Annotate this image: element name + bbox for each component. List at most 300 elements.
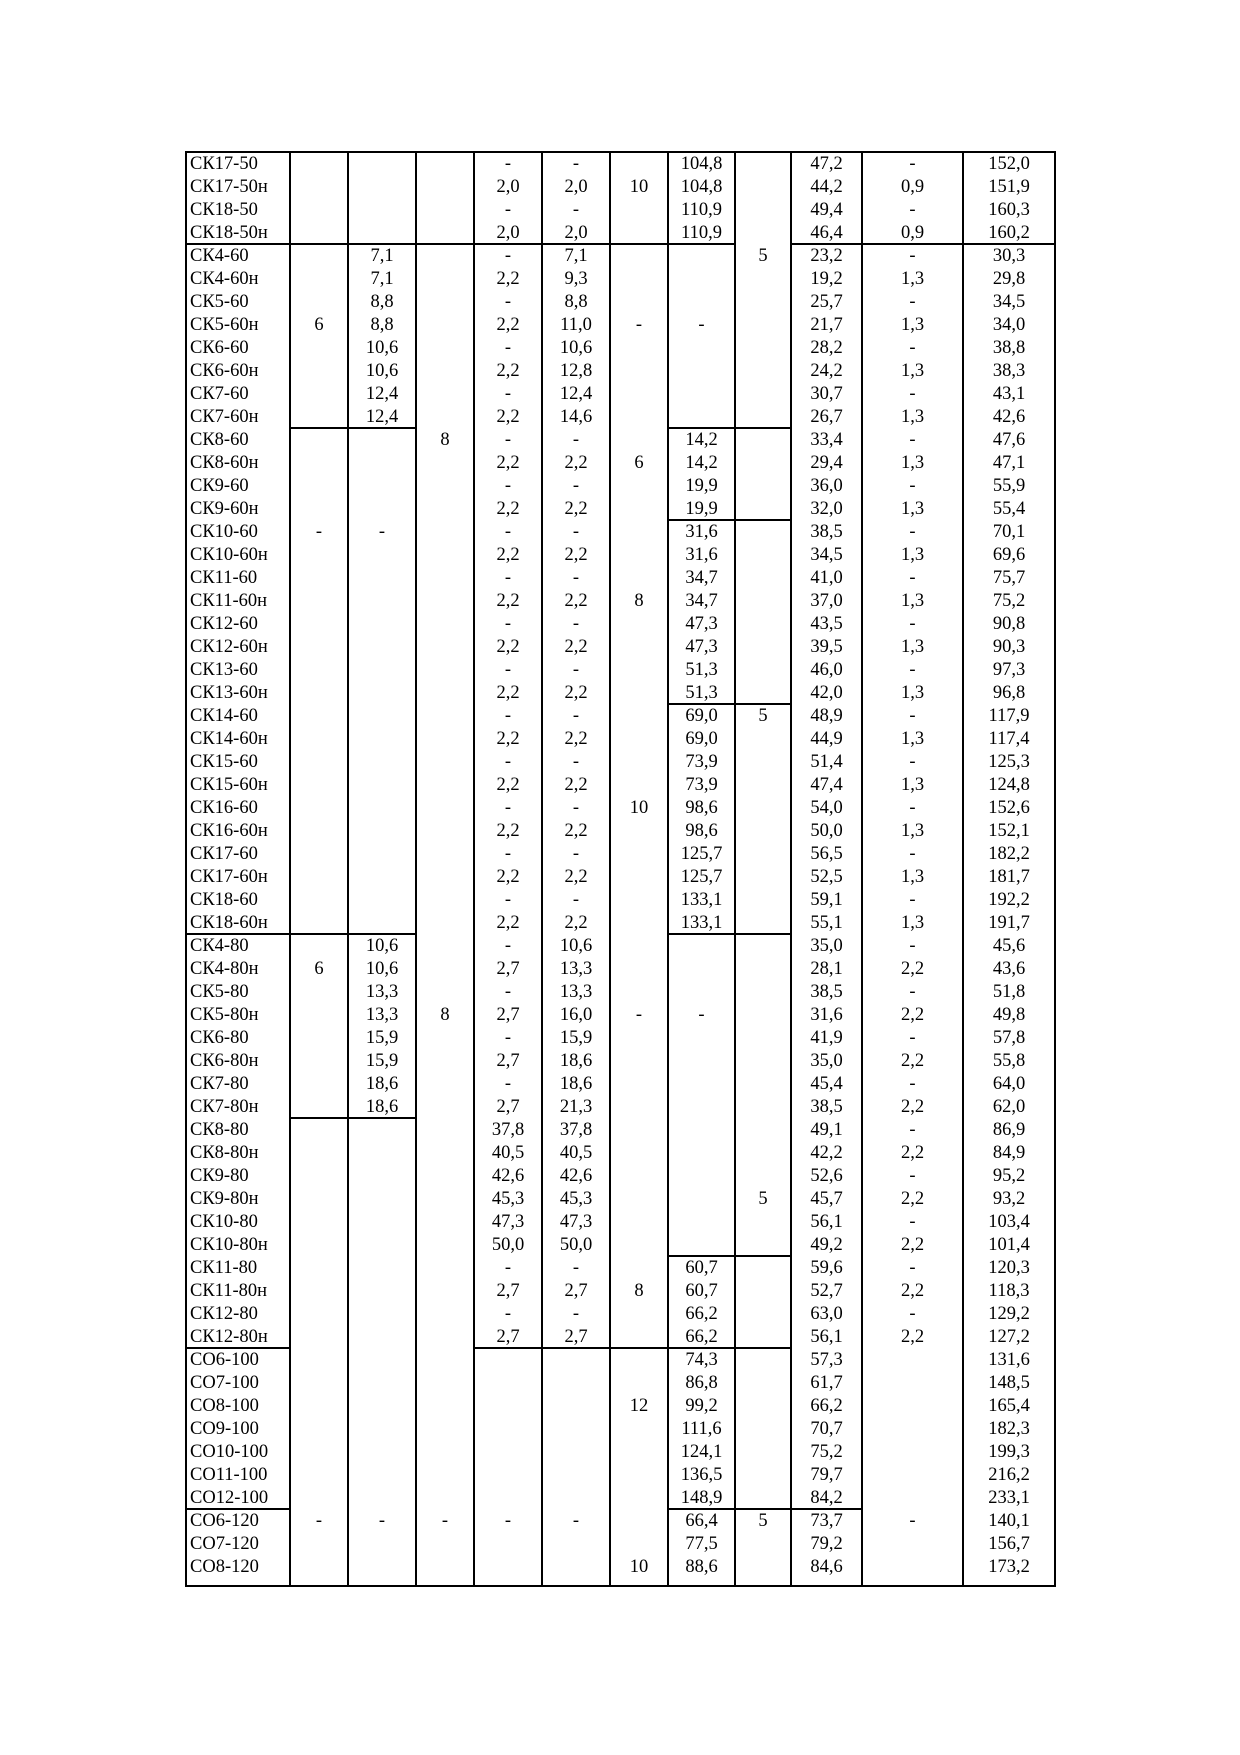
product-mark: СО12-100 xyxy=(190,1488,269,1508)
table-cell-c1 xyxy=(290,889,348,912)
table-cell-c11: 181,7 xyxy=(988,867,1030,887)
table-cell-c6 xyxy=(610,1487,668,1510)
table-cell-c11: 124,8 xyxy=(988,775,1030,795)
table-cell-c5: 2,2 xyxy=(564,453,588,473)
table-cell-c10: 1,3 xyxy=(900,591,925,611)
table-cell-c4: - xyxy=(504,798,512,818)
product-mark: СК18-60 xyxy=(190,890,258,910)
table-cell-c2 xyxy=(348,682,416,705)
table-cell-c7: 98,6 xyxy=(685,821,718,841)
table-cell-c8 xyxy=(735,1418,791,1441)
product-mark: СК10-60н xyxy=(190,545,268,565)
table-cell-c10 xyxy=(862,1556,963,1579)
table-cell-c5: - xyxy=(572,844,580,864)
table-cell-c5: 2,7 xyxy=(564,1281,588,1301)
table-cell-c2 xyxy=(348,659,416,682)
table-cell-c11: 55,4 xyxy=(992,499,1026,519)
product-mark: СК6-60 xyxy=(190,338,249,358)
table-cell-c9: 56,1 xyxy=(810,1212,843,1232)
table-cell-c6 xyxy=(610,1349,668,1372)
table-cell-c1 xyxy=(290,912,348,935)
table-cell-c9: 49,4 xyxy=(810,200,843,220)
table-cell-c8 xyxy=(735,843,791,866)
table-cell-c2 xyxy=(348,176,416,199)
table-cell-c6: - xyxy=(635,1005,643,1025)
table-cell-c7 xyxy=(668,1096,735,1119)
table-cell-c5: 45,3 xyxy=(559,1189,593,1209)
table-cell-c1 xyxy=(290,1073,348,1096)
product-mark: СО9-100 xyxy=(190,1419,259,1439)
product-mark: СО6-100 xyxy=(190,1350,259,1370)
table-cell-c8: 5 xyxy=(758,1511,768,1531)
table-cell-c7 xyxy=(668,1234,735,1257)
product-mark: СК7-60н xyxy=(190,407,259,427)
table-cell-c7: 110,9 xyxy=(681,223,722,243)
table-cell-c10: - xyxy=(909,890,916,910)
table-cell-c4: - xyxy=(504,154,512,174)
table-cell-c3 xyxy=(416,1050,474,1073)
table-cell-c8 xyxy=(735,636,791,659)
table-cell-c1 xyxy=(290,935,348,958)
table-cell-c10: - xyxy=(909,1074,916,1094)
table-cell-c1 xyxy=(290,406,348,429)
table-cell-c7: 125,7 xyxy=(680,867,723,887)
table-cell-c2 xyxy=(348,705,416,728)
table-cell-c3 xyxy=(416,682,474,705)
table-cell-c5: - xyxy=(572,752,580,772)
table-cell-c3 xyxy=(416,199,474,222)
table-cell-c4: 37,8 xyxy=(491,1120,525,1140)
product-mark: СК8-60н xyxy=(190,453,259,473)
table-cell-c8 xyxy=(735,1142,791,1165)
table-cell-c2 xyxy=(348,1280,416,1303)
product-mark: СК8-80н xyxy=(190,1143,259,1163)
table-cell-c1 xyxy=(290,337,348,360)
table-cell-c7: 86,8 xyxy=(685,1373,718,1393)
table-cell-c9: 73,7 xyxy=(810,1511,843,1531)
table-cell-c11: 216,2 xyxy=(988,1465,1030,1485)
product-mark: СК5-60 xyxy=(190,292,249,312)
table-cell-c4: - xyxy=(504,476,512,496)
product-mark: СО6-120 xyxy=(190,1511,259,1531)
product-mark: СК6-80 xyxy=(190,1028,249,1048)
table-cell-c7: 104,8 xyxy=(680,177,723,197)
table-cell-c9: 55,1 xyxy=(810,913,843,933)
table-cell-c2 xyxy=(348,774,416,797)
table-cell-c10 xyxy=(862,1533,963,1556)
table-cell-c6 xyxy=(610,1418,668,1441)
table-cell-c2 xyxy=(348,1303,416,1326)
table-cell-c2 xyxy=(348,751,416,774)
table-cell-c10: 2,2 xyxy=(900,1051,925,1071)
table-cell-c10: - xyxy=(909,1120,916,1140)
table-cell-c1 xyxy=(290,728,348,751)
table-cell-c3 xyxy=(416,153,474,176)
table-cell-c8 xyxy=(735,1004,791,1027)
table-cell-c6 xyxy=(610,1073,668,1096)
table-cell-c4 xyxy=(474,1372,542,1395)
table-cell-c2 xyxy=(348,1395,416,1418)
table-cell-c11: 125,3 xyxy=(988,752,1030,772)
table-cell-c10: 1,3 xyxy=(900,453,925,473)
table-cell-c11: 151,9 xyxy=(988,177,1030,197)
table-cell-c5: 12,4 xyxy=(559,384,593,404)
table-cell-c2 xyxy=(348,1533,416,1556)
product-mark: СК5-60н xyxy=(190,315,259,335)
table-cell-c2 xyxy=(348,429,416,452)
table-cell-c9: 84,2 xyxy=(810,1488,843,1508)
table-cell-c9: 43,5 xyxy=(810,614,843,634)
table-cell-c3 xyxy=(416,1257,474,1280)
table-cell-c9: 33,4 xyxy=(810,430,843,450)
table-cell-c3 xyxy=(416,1326,474,1349)
table-cell-c1 xyxy=(290,1257,348,1280)
table-cell-c9: 19,2 xyxy=(810,269,843,289)
product-mark: СК14-60н xyxy=(190,729,268,749)
table-cell-c8 xyxy=(735,337,791,360)
table-cell-c1 xyxy=(290,268,348,291)
table-cell-c4 xyxy=(474,1395,542,1418)
table-cell-c2 xyxy=(348,1464,416,1487)
table-cell-c10: - xyxy=(909,246,916,266)
table-cell-c4 xyxy=(474,1349,542,1372)
table-cell-c11: 96,8 xyxy=(992,683,1026,703)
table-cell-c4: 2,2 xyxy=(496,315,520,335)
table-cell-c9: 28,1 xyxy=(810,959,843,979)
product-mark: СК14-60 xyxy=(190,706,258,726)
table-cell-c1 xyxy=(290,636,348,659)
table-cell-c4: 50,0 xyxy=(491,1235,525,1255)
table-cell-c6 xyxy=(610,567,668,590)
table-cell-c3 xyxy=(416,889,474,912)
table-cell-c4: 2,2 xyxy=(496,729,520,749)
table-cell-c10: 1,3 xyxy=(900,637,925,657)
table-cell-c8 xyxy=(735,1050,791,1073)
table-cell-c9: 70,7 xyxy=(810,1419,843,1439)
table-cell-c6 xyxy=(610,843,668,866)
table-cell-c8 xyxy=(735,360,791,383)
table-cell-c5: 13,3 xyxy=(559,959,593,979)
table-cell-c1 xyxy=(290,682,348,705)
product-mark: СК4-60 xyxy=(190,246,249,266)
table-cell-c2 xyxy=(348,590,416,613)
table-cell-c7: 111,6 xyxy=(681,1419,722,1439)
table-cell-c10: - xyxy=(909,338,916,358)
table-cell-c3 xyxy=(416,176,474,199)
product-mark: СК8-80 xyxy=(190,1120,249,1140)
table-cell-c3 xyxy=(416,705,474,728)
table-cell-c4: 40,5 xyxy=(491,1143,525,1163)
table-cell-c1 xyxy=(290,567,348,590)
table-cell-c11: 49,8 xyxy=(992,1005,1026,1025)
table-cell-c9: 59,1 xyxy=(810,890,843,910)
table-cell-c8 xyxy=(735,958,791,981)
table-cell-c5: 18,6 xyxy=(559,1051,593,1071)
table-cell-c6 xyxy=(610,935,668,958)
table-cell-c5: 12,8 xyxy=(559,361,593,381)
table-cell-c7: 34,7 xyxy=(685,591,718,611)
table-cell-c9: 46,0 xyxy=(810,660,843,680)
table-cell-c2: - xyxy=(378,1511,386,1531)
table-cell-c7: 99,2 xyxy=(685,1396,718,1416)
table-cell-c10: 2,2 xyxy=(900,1143,925,1163)
table-cell-c1 xyxy=(290,751,348,774)
product-mark: СК13-60н xyxy=(190,683,268,703)
table-cell-c11: 152,6 xyxy=(988,798,1030,818)
table-cell-c8 xyxy=(735,1096,791,1119)
table-cell-c11: 148,5 xyxy=(988,1373,1030,1393)
table-cell-c10: 1,3 xyxy=(900,499,925,519)
table-cell-c9: 44,9 xyxy=(810,729,843,749)
table-cell-c3 xyxy=(416,1119,474,1142)
table-cell-c2 xyxy=(348,636,416,659)
table-cell-c5: - xyxy=(572,154,580,174)
product-mark: СК17-60н xyxy=(190,867,268,887)
product-mark: СК4-80 xyxy=(190,936,249,956)
table-cell-c5 xyxy=(542,1395,610,1418)
table-cell-c11: 62,0 xyxy=(992,1097,1026,1117)
table-cell-c8 xyxy=(735,981,791,1004)
table-cell-c2 xyxy=(348,1119,416,1142)
table-cell-c6 xyxy=(610,429,668,452)
table-cell-c2 xyxy=(348,1372,416,1395)
table-cell-c5: 40,5 xyxy=(559,1143,593,1163)
table-cell-c6 xyxy=(610,659,668,682)
table-cell-c9: 63,0 xyxy=(810,1304,843,1324)
table-cell-c8 xyxy=(735,1165,791,1188)
table-cell-c7 xyxy=(668,1119,735,1142)
table-cell-c4: - xyxy=(504,430,512,450)
table-cell-c2: 10,6 xyxy=(365,361,399,381)
table-cell-c8 xyxy=(735,1257,791,1280)
table-cell-c10 xyxy=(862,1441,963,1464)
table-cell-c11: 43,6 xyxy=(992,959,1026,979)
table-cell-c9: 45,7 xyxy=(810,1189,843,1209)
table-cell-c10: 1,3 xyxy=(900,683,925,703)
table-cell-c3 xyxy=(416,866,474,889)
table-cell-c7: 136,5 xyxy=(680,1465,723,1485)
table-cell-c2 xyxy=(348,1234,416,1257)
table-cell-c9: 37,0 xyxy=(810,591,843,611)
table-cell-c2 xyxy=(348,843,416,866)
table-cell-c9: 39,5 xyxy=(810,637,843,657)
table-cell-c3 xyxy=(416,1027,474,1050)
table-cell-c2 xyxy=(348,222,416,245)
product-mark: СК11-80 xyxy=(190,1258,258,1278)
table-cell-c10 xyxy=(862,1418,963,1441)
table-cell-c6: 10 xyxy=(629,177,649,197)
table-cell-c6: 6 xyxy=(634,453,644,473)
table-cell-c3: 8 xyxy=(440,430,450,450)
table-cell-c4 xyxy=(474,1464,542,1487)
table-cell-c5: 21,3 xyxy=(559,1097,593,1117)
table-cell-c8: 5 xyxy=(758,246,768,266)
table-cell-c9: 52,5 xyxy=(810,867,843,887)
table-cell-c11: 75,2 xyxy=(992,591,1026,611)
table-cell-c3 xyxy=(416,1487,474,1510)
table-cell-c11: 160,2 xyxy=(988,223,1030,243)
table-cell-c2 xyxy=(348,613,416,636)
table-cell-c9: 50,0 xyxy=(810,821,843,841)
table-cell-c1 xyxy=(290,1004,348,1027)
table-cell-c4: - xyxy=(504,1028,512,1048)
table-cell-c5: - xyxy=(572,706,580,726)
table-cell-c7: 77,5 xyxy=(685,1534,718,1554)
table-cell-c7: 19,9 xyxy=(685,499,718,519)
table-cell-c6 xyxy=(610,1441,668,1464)
table-cell-c8 xyxy=(735,1234,791,1257)
table-cell-c8 xyxy=(735,153,791,176)
table-cell-c3 xyxy=(416,728,474,751)
table-cell-c8 xyxy=(735,682,791,705)
table-cell-c11: 156,7 xyxy=(988,1534,1030,1554)
table-cell-c11: 51,8 xyxy=(992,982,1026,1002)
table-cell-c9: 44,2 xyxy=(810,177,843,197)
table-cell-c1 xyxy=(290,176,348,199)
table-cell-c1 xyxy=(290,1050,348,1073)
table-cell-c9: 23,2 xyxy=(810,246,843,266)
table-cell-c7 xyxy=(668,981,735,1004)
table-cell-c11: 43,1 xyxy=(992,384,1026,404)
table-cell-c2 xyxy=(348,452,416,475)
table-cell-c4: 2,2 xyxy=(496,637,520,657)
table-cell-c7 xyxy=(668,406,735,429)
table-cell-c11: 103,4 xyxy=(988,1212,1030,1232)
table-cell-c8 xyxy=(735,1556,791,1579)
table-cell-c3 xyxy=(416,590,474,613)
table-cell-c2 xyxy=(348,1487,416,1510)
table-cell-c10: 1,3 xyxy=(900,729,925,749)
table-cell-c8: 5 xyxy=(758,706,768,726)
table-cell-c11: 34,5 xyxy=(992,292,1026,312)
table-cell-c9: 75,2 xyxy=(810,1442,843,1462)
table-rule xyxy=(185,1585,1056,1587)
table-cell-c4: - xyxy=(504,568,512,588)
table-cell-c4: 2,7 xyxy=(496,1051,520,1071)
table-cell-c8 xyxy=(735,1073,791,1096)
table-cell-c11: 30,3 xyxy=(992,246,1026,266)
table-cell-c1 xyxy=(290,199,348,222)
table-cell-c11: 42,6 xyxy=(992,407,1026,427)
table-cell-c1 xyxy=(290,498,348,521)
product-mark: СК12-80 xyxy=(190,1304,258,1324)
table-cell-c11: 182,2 xyxy=(988,844,1030,864)
table-cell-c6 xyxy=(610,912,668,935)
table-cell-c7: 104,8 xyxy=(680,154,723,174)
table-cell-c7: 19,9 xyxy=(685,476,718,496)
table-cell-c7: 98,6 xyxy=(685,798,718,818)
table-cell-c9: 46,4 xyxy=(810,223,843,243)
table-cell-c6 xyxy=(610,1050,668,1073)
table-cell-c6 xyxy=(610,153,668,176)
table-cell-c10: - xyxy=(909,1166,916,1186)
table-cell-c6 xyxy=(610,1257,668,1280)
table-cell-c8 xyxy=(735,1326,791,1349)
table-cell-c3 xyxy=(416,958,474,981)
table-cell-c10: - xyxy=(909,154,916,174)
table-cell-c5: 2,2 xyxy=(564,729,588,749)
table-cell-c8 xyxy=(735,268,791,291)
table-cell-c10: 1,3 xyxy=(900,361,925,381)
table-cell-c1 xyxy=(290,222,348,245)
table-cell-c7: 60,7 xyxy=(685,1258,718,1278)
table-cell-c1 xyxy=(290,1303,348,1326)
table-cell-c6 xyxy=(610,820,668,843)
table-cell-c4: - xyxy=(504,522,512,542)
table-cell-c7: 66,2 xyxy=(685,1327,718,1347)
table-cell-c9: 35,0 xyxy=(810,1051,843,1071)
table-cell-c10: - xyxy=(909,706,916,726)
product-mark: СО11-100 xyxy=(190,1465,268,1485)
table-cell-c10: 2,2 xyxy=(900,1281,925,1301)
table-cell-c5: 9,3 xyxy=(564,269,588,289)
table-cell-c3 xyxy=(416,636,474,659)
table-cell-c11: 117,4 xyxy=(988,729,1030,749)
table-cell-c11: 118,3 xyxy=(988,1281,1030,1301)
table-cell-c5: 15,9 xyxy=(559,1028,593,1048)
table-cell-c10: 1,3 xyxy=(900,913,925,933)
table-cell-c5 xyxy=(542,1418,610,1441)
table-cell-c8 xyxy=(735,1027,791,1050)
table-cell-c8 xyxy=(735,521,791,544)
table-cell-c2: 18,6 xyxy=(365,1074,399,1094)
table-cell-c1: 6 xyxy=(314,959,324,979)
table-cell-c4: - xyxy=(504,752,512,772)
table-cell-c7: 66,4 xyxy=(685,1511,718,1531)
table-cell-c9: 36,0 xyxy=(810,476,843,496)
table-cell-c8 xyxy=(735,176,791,199)
table-cell-c2: 10,6 xyxy=(365,936,399,956)
table-cell-c2 xyxy=(348,1556,416,1579)
table-cell-c8 xyxy=(735,1211,791,1234)
table-cell-c8 xyxy=(735,659,791,682)
table-cell-c3 xyxy=(416,1464,474,1487)
table-cell-c11: 38,8 xyxy=(992,338,1026,358)
table-cell-c11: 93,2 xyxy=(992,1189,1026,1209)
table-cell-c2 xyxy=(348,475,416,498)
table-cell-c4: 47,3 xyxy=(491,1212,525,1232)
table-cell-c8 xyxy=(735,774,791,797)
table-cell-c1 xyxy=(290,820,348,843)
table-cell-c6: 10 xyxy=(629,798,649,818)
table-cell-c1 xyxy=(290,1142,348,1165)
table-cell-c4: - xyxy=(504,292,512,312)
table-cell-c1 xyxy=(290,1464,348,1487)
table-cell-c11: 127,2 xyxy=(988,1327,1030,1347)
table-cell-c5: 2,2 xyxy=(564,867,588,887)
table-cell-c2: 15,9 xyxy=(365,1051,399,1071)
table-cell-c1 xyxy=(290,774,348,797)
table-cell-c1 xyxy=(290,1556,348,1579)
table-cell-c9: 56,1 xyxy=(810,1327,843,1347)
table-cell-c7: 73,9 xyxy=(685,752,718,772)
table-cell-c6: 8 xyxy=(634,591,644,611)
table-cell-c3 xyxy=(416,406,474,429)
table-cell-c10: - xyxy=(909,844,916,864)
table-cell-c3 xyxy=(416,797,474,820)
table-cell-c11: 173,2 xyxy=(988,1557,1030,1577)
table-cell-c9: 47,2 xyxy=(810,154,843,174)
table-cell-c5: 2,2 xyxy=(564,683,588,703)
table-cell-c2: 8,8 xyxy=(370,292,394,312)
product-mark: СК18-50 xyxy=(190,200,258,220)
table-cell-c9: 42,0 xyxy=(810,683,843,703)
table-cell-c3: - xyxy=(441,1511,449,1531)
table-cell-c8: 5 xyxy=(758,1189,768,1209)
table-cell-c7: 133,1 xyxy=(680,913,723,933)
table-cell-c7: 73,9 xyxy=(685,775,718,795)
table-cell-c5 xyxy=(542,1487,610,1510)
